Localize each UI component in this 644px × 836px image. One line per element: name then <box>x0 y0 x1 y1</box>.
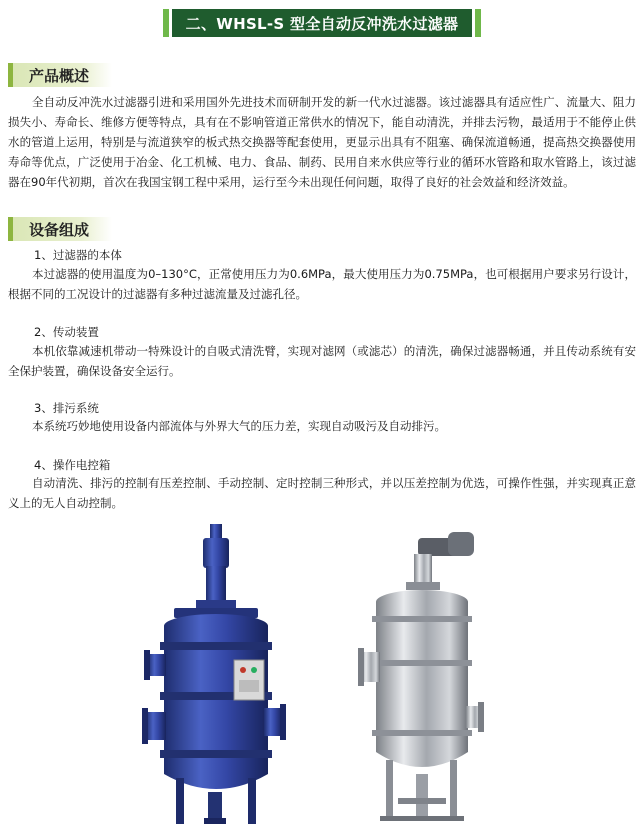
item-title-body: 1、过滤器的本体 <box>34 248 122 262</box>
item-title-control: 4、操作电控箱 <box>34 458 111 472</box>
blue-filter-photo <box>140 522 290 830</box>
section-bar <box>8 217 13 241</box>
item-text-drive: 本机依靠减速机带动一特殊设计的自吸式清洗臂，实现对滤网（或滤芯）的清洗，确保过滤器畅通，并且传动系统有安全保护装置，确保设备安全运行。 <box>8 344 636 378</box>
item-text-drain: 本系统巧妙地使用设备内部流体与外界大气的压力差，实现自动吸污及自动排污。 <box>32 419 446 433</box>
section-heading-composition: 设备组成 <box>29 220 90 239</box>
section-tab-composition <box>8 217 112 241</box>
section-tab-overview <box>8 63 112 87</box>
section-bar <box>8 63 13 87</box>
item-title-drive: 2、传动装置 <box>34 325 99 339</box>
title-banner <box>163 9 481 37</box>
item-text-body: 本过滤器的使用温度为0–130°C，正常使用压力为0.6MPa，最大使用压力为0.75MPa，也可根据用户要求另行设计，根据不同的工况设计的过滤器有多种过滤流量及过滤孔径。 <box>8 267 636 301</box>
steel-filter-photo <box>358 530 486 830</box>
page-title: 二、WHSL-S 型全自动反冲洗水过滤器 <box>169 9 475 37</box>
overview-paragraph: 全自动反冲洗水过滤器引进和采用国外先进技术而研制开发的新一代水过滤器。该过滤器具有适应性广、流量大、阻力损失小、寿命长、维修方便等特点，具有在不影响管道正常供水的情况下，能自动清洗，并排去污物，最适用于不能停止供水的管道上运用，特别是与流道狭窄的板式热交换器等配套使用，更显示出具有不阻塞、确保流道畅通，提高热交换器使用寿命等优点，广泛使用于冶金、化工机械、电力、食品、制药、民用自来水供应等行业的循环水管路和取水管路上，该过滤器在90年代初期，首次在我国宝钢工程中采用，运行至今未出现任何问题，取得了良好的社会效益和经济效益。 <box>8 95 636 189</box>
item-text-control: 自动清洗、排污的控制有压差控制、手动控制、定时控制三种形式，并以压差控制为优选，可操作性强，并实现真正意义上的无人自动控制。 <box>8 476 636 510</box>
section-heading-overview: 产品概述 <box>29 66 90 85</box>
item-title-drain: 3、排污系统 <box>34 401 99 415</box>
